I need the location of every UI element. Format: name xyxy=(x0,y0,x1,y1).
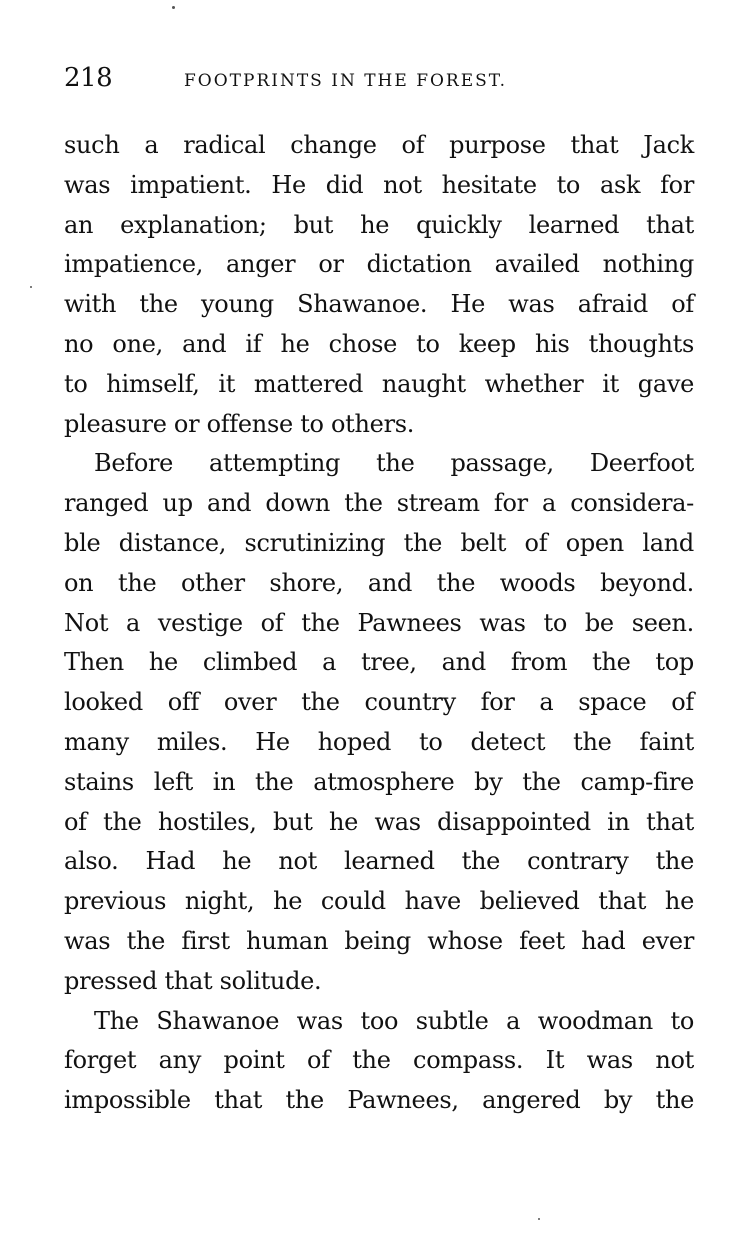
text-line: looked off over the country for a space of xyxy=(64,688,694,717)
text-line: impossible that the Pawnees, angered by the xyxy=(64,1086,694,1115)
text-line: on the other shore, and the woods beyond. xyxy=(64,568,694,597)
text-line: was impatient. He did not hesitate to ask for xyxy=(64,170,694,199)
page-number: 218 xyxy=(64,63,113,93)
running-head: FOOTPRINTS IN THE FOREST. xyxy=(184,71,508,91)
print-speck xyxy=(538,1218,540,1220)
text-line: previous night, he could have believed that he xyxy=(64,887,694,916)
text-line: Not a vestige of the Pawnees was to be seen. xyxy=(64,608,694,637)
paragraph xyxy=(64,126,694,444)
text-line: of the hostiles, but he was disappointed in that xyxy=(64,807,694,836)
text-line: The Shawanoe was too subtle a woodman to xyxy=(94,1006,694,1035)
text-line: ranged up and down the stream for a considera- xyxy=(64,489,694,518)
text-line: many miles. He hoped to detect the faint xyxy=(64,727,694,756)
text-line: was the first human being whose feet had ever xyxy=(64,926,694,955)
paragraph xyxy=(64,444,694,1001)
text-line: such a radical change of purpose that Jack xyxy=(64,131,694,159)
text-line: Before attempting the passage, Deerfoot xyxy=(94,449,694,478)
body-text xyxy=(64,126,694,1121)
text-line: forget any point of the compass. It was not xyxy=(64,1046,694,1075)
text-line: with the young Shawanoe. He was afraid of xyxy=(64,290,694,319)
text-line: to himself, it mattered naught whether it gave xyxy=(64,369,694,398)
print-speck xyxy=(172,6,175,9)
text-line: also. Had he not learned the contrary the xyxy=(64,847,694,876)
page-header xyxy=(64,60,694,100)
print-speck xyxy=(30,286,32,288)
text-line: stains left in the atmosphere by the camp-fire xyxy=(64,767,694,796)
text-line: impatience, anger or dictation availed nothing xyxy=(64,250,694,279)
paragraph xyxy=(64,1002,694,1121)
text-line: ble distance, scrutinizing the belt of open land xyxy=(64,528,694,557)
text-line: pressed that solitude. xyxy=(64,966,322,995)
text-line: Then he climbed a tree, and from the top xyxy=(64,648,694,677)
text-line: no one, and if he chose to keep his thoughts xyxy=(64,329,694,358)
text-line: pleasure or offense to others. xyxy=(64,409,415,438)
text-line: an explanation; but he quickly learned that xyxy=(64,210,694,239)
